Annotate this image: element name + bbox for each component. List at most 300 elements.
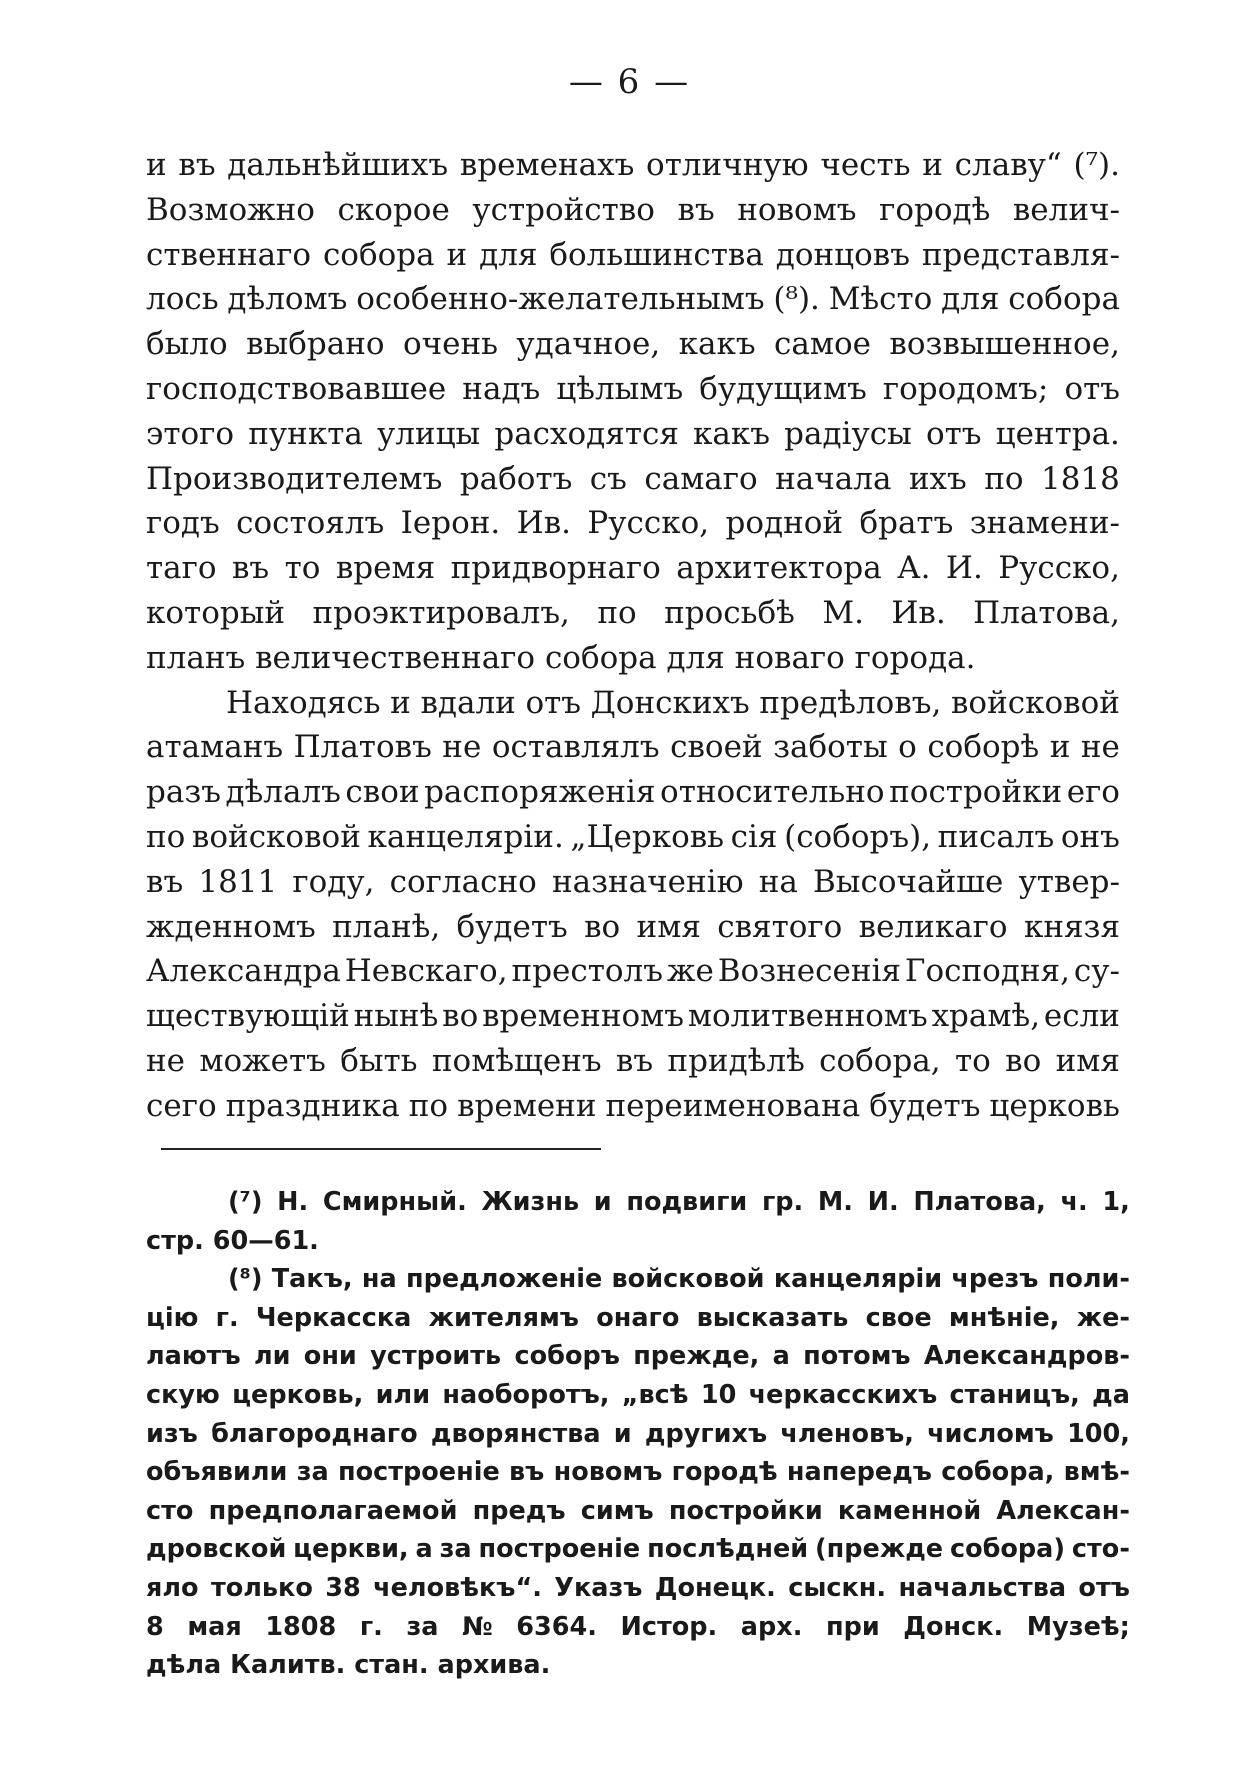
footnote-line: дѣла Калитв. стан. архива. bbox=[146, 1650, 551, 1681]
word: И. bbox=[945, 550, 983, 587]
word: будущимъ bbox=[699, 370, 867, 407]
word: будетъ bbox=[456, 908, 568, 945]
word: же bbox=[666, 953, 714, 990]
word: Ив. bbox=[516, 505, 571, 542]
word: (⁸) bbox=[228, 1264, 263, 1295]
word: сыскн. bbox=[788, 1572, 887, 1603]
word: сія bbox=[730, 818, 778, 855]
text-line bbox=[146, 546, 1120, 591]
word: г. bbox=[359, 1611, 383, 1642]
word: времени bbox=[457, 1087, 597, 1124]
word: су- bbox=[1073, 953, 1120, 990]
word: членовъ, bbox=[780, 1418, 914, 1449]
word: быть bbox=[340, 1042, 418, 1079]
word: ихъ bbox=[908, 460, 967, 497]
word: свое bbox=[865, 1302, 932, 1333]
word: лось bbox=[146, 281, 219, 318]
word: своей bbox=[670, 729, 763, 766]
word: не bbox=[442, 729, 482, 766]
word: прежде, bbox=[633, 1341, 760, 1372]
word: заботы bbox=[773, 729, 888, 766]
word: центра. bbox=[995, 415, 1120, 452]
word: имя bbox=[1055, 1042, 1120, 1079]
word: особенно-желательнымъ bbox=[356, 281, 765, 318]
page-number: — 6 — bbox=[568, 62, 691, 102]
word: за bbox=[296, 1457, 329, 1488]
word: Смирный. bbox=[322, 1187, 467, 1217]
word: отъ bbox=[1078, 1572, 1130, 1603]
word: помѣщенъ bbox=[431, 1042, 602, 1079]
word: Александров- bbox=[923, 1341, 1130, 1372]
footnote-line bbox=[146, 1492, 1130, 1531]
word: Невскаго, bbox=[344, 953, 508, 990]
word: для bbox=[941, 281, 1000, 318]
word: и bbox=[1049, 729, 1071, 766]
word: соборъ bbox=[514, 1341, 620, 1372]
word: онаго bbox=[596, 1302, 680, 1333]
word: знамени- bbox=[969, 505, 1120, 542]
word: Русско, bbox=[998, 550, 1120, 587]
word: храмѣ, bbox=[931, 998, 1041, 1035]
word: планѣ, bbox=[332, 908, 441, 945]
word: потомъ bbox=[803, 1341, 911, 1372]
word: на bbox=[361, 1264, 397, 1295]
word: придѣлѣ bbox=[667, 1042, 805, 1079]
word: начальства bbox=[898, 1572, 1067, 1603]
word: отъ bbox=[925, 415, 982, 452]
word: Истор. bbox=[620, 1611, 718, 1642]
footnote-line bbox=[146, 1453, 1130, 1492]
word: постройки bbox=[889, 774, 1063, 811]
text-line bbox=[146, 367, 1120, 412]
footnote-line bbox=[146, 1608, 1130, 1647]
word: въ bbox=[509, 1457, 545, 1488]
word: и bbox=[146, 147, 167, 183]
word: только bbox=[210, 1572, 313, 1603]
word: соборѣ bbox=[927, 729, 1040, 766]
word: а bbox=[415, 1534, 433, 1565]
word: Платовъ bbox=[293, 729, 432, 766]
word: работъ bbox=[459, 460, 573, 497]
word: ществующій bbox=[146, 998, 350, 1035]
word: какъ bbox=[693, 415, 771, 452]
word: сего bbox=[146, 1087, 217, 1124]
footnote-line bbox=[146, 1569, 1130, 1608]
word: войсковой bbox=[950, 684, 1120, 721]
word: на bbox=[758, 863, 798, 900]
word: Платова, bbox=[913, 1187, 1046, 1217]
word: или bbox=[375, 1379, 431, 1410]
word: вмѣ- bbox=[1063, 1457, 1130, 1488]
word: дѣломъ bbox=[227, 281, 348, 318]
word: въ bbox=[178, 147, 216, 183]
footnote-line bbox=[146, 1260, 1130, 1299]
word: вдали bbox=[420, 684, 516, 721]
word: дальнѣйшихъ bbox=[227, 147, 449, 183]
word: донцовъ bbox=[775, 236, 910, 273]
footnote-line bbox=[146, 1183, 1130, 1222]
word: построеніе bbox=[337, 1457, 500, 1488]
word: Платова, bbox=[973, 594, 1120, 631]
word: пункта bbox=[248, 415, 363, 452]
word: 1811 bbox=[198, 863, 278, 900]
word: цѣлымъ bbox=[556, 370, 684, 407]
footnote-line bbox=[146, 1415, 1130, 1454]
word: канцеляріи bbox=[773, 1264, 943, 1295]
text-line bbox=[146, 591, 1120, 636]
word: Русско, bbox=[587, 505, 710, 542]
word: славу“ bbox=[954, 147, 1062, 183]
word: собора) bbox=[949, 1534, 1066, 1565]
word: Указъ bbox=[554, 1572, 643, 1603]
word: а bbox=[772, 1341, 790, 1372]
word: можетъ bbox=[199, 1042, 326, 1079]
word: велич- bbox=[1012, 191, 1120, 228]
text-line bbox=[146, 905, 1120, 950]
word: временахъ bbox=[459, 147, 635, 183]
word: же- bbox=[1076, 1302, 1130, 1333]
word: временномъ bbox=[482, 998, 685, 1035]
footnote-divider bbox=[161, 1148, 601, 1150]
word: оставлялъ bbox=[491, 729, 660, 766]
word: лаютъ bbox=[146, 1341, 241, 1372]
word: (⁷). bbox=[1073, 147, 1120, 183]
word: „всѣ bbox=[621, 1379, 689, 1410]
word: и bbox=[390, 684, 411, 721]
word: родной bbox=[725, 505, 844, 542]
word: праздника bbox=[225, 1087, 400, 1124]
word: годъ bbox=[146, 505, 220, 542]
word: Черкасска bbox=[255, 1302, 412, 1333]
word: предложеніе bbox=[405, 1264, 603, 1295]
word: поли- bbox=[1047, 1264, 1130, 1295]
word: собора, bbox=[941, 1457, 1055, 1488]
word: Такъ, bbox=[271, 1264, 353, 1295]
word: Жизнь bbox=[481, 1187, 580, 1217]
word: начала bbox=[775, 460, 892, 497]
word: дровской bbox=[146, 1534, 287, 1565]
word: каменной bbox=[837, 1495, 982, 1526]
footnote-line bbox=[146, 1530, 1130, 1569]
word: они bbox=[303, 1341, 357, 1372]
word: и bbox=[593, 1187, 612, 1217]
text-line bbox=[146, 681, 1120, 726]
word: предполагаемой bbox=[208, 1495, 458, 1526]
word: войсковой bbox=[611, 1264, 765, 1295]
word: 100, bbox=[1067, 1418, 1130, 1449]
word: святого bbox=[717, 908, 843, 945]
word: будетъ bbox=[869, 1087, 981, 1124]
word: Н. bbox=[277, 1187, 309, 1217]
text-line bbox=[146, 457, 1120, 502]
word: Донецк. bbox=[654, 1572, 776, 1603]
word: надъ bbox=[462, 370, 541, 407]
word: сто bbox=[146, 1495, 194, 1526]
text-line bbox=[146, 501, 1120, 546]
word: не bbox=[1080, 729, 1120, 766]
word: церкви, bbox=[293, 1534, 409, 1565]
word: А. bbox=[897, 550, 931, 587]
word: новомъ bbox=[737, 191, 857, 228]
word: церковь, bbox=[232, 1379, 364, 1410]
word: выбрано bbox=[246, 326, 385, 363]
word: скорое bbox=[337, 191, 450, 228]
word: Мѣсто bbox=[828, 281, 933, 318]
word: распоряженія bbox=[424, 774, 656, 811]
word: напередъ bbox=[786, 1457, 932, 1488]
word: устроить bbox=[370, 1341, 502, 1372]
text-line bbox=[146, 233, 1120, 278]
word: согласно bbox=[389, 863, 537, 900]
word: время bbox=[335, 550, 436, 587]
word: М. bbox=[822, 594, 864, 631]
word: яло bbox=[146, 1572, 199, 1603]
text-line bbox=[146, 949, 1120, 994]
word: № bbox=[462, 1611, 493, 1642]
word: канцеляріи. bbox=[367, 818, 564, 855]
word: человѣкъ“. bbox=[373, 1572, 542, 1603]
word: Находясь bbox=[226, 684, 381, 721]
word: Вознесенія bbox=[717, 953, 901, 990]
word: въ bbox=[615, 1042, 654, 1079]
word: самое bbox=[774, 326, 872, 363]
word: Александра bbox=[146, 953, 341, 990]
word: большинства bbox=[549, 236, 764, 273]
word: жденномъ bbox=[146, 908, 316, 945]
word: о bbox=[898, 729, 917, 766]
word: по bbox=[597, 594, 637, 631]
text-line bbox=[146, 1039, 1120, 1084]
word: архитектора bbox=[676, 550, 882, 587]
word: честь bbox=[820, 147, 911, 183]
word: нынѣ bbox=[353, 998, 439, 1035]
word: чрезъ bbox=[951, 1264, 1039, 1295]
word: то bbox=[284, 550, 321, 587]
word: 8 bbox=[146, 1611, 164, 1642]
word: симъ bbox=[580, 1495, 654, 1526]
word: имя bbox=[636, 908, 701, 945]
text-line bbox=[146, 277, 1120, 322]
word: Высочайше bbox=[813, 863, 1004, 900]
word: свои bbox=[345, 774, 420, 811]
word: объявили bbox=[146, 1457, 288, 1488]
word: не bbox=[146, 1042, 186, 1079]
word: Донск. bbox=[903, 1611, 1004, 1642]
word: подвиги bbox=[626, 1187, 748, 1217]
word: братъ bbox=[859, 505, 954, 542]
word: Производителемъ bbox=[146, 460, 443, 497]
word: атаманъ bbox=[146, 729, 284, 766]
word: предъ bbox=[472, 1495, 566, 1526]
text-line bbox=[146, 412, 1120, 457]
word: сто- bbox=[1071, 1534, 1130, 1565]
word: проэктировалъ, bbox=[312, 594, 570, 631]
word: относительно bbox=[660, 774, 885, 811]
word: устройство bbox=[472, 191, 655, 228]
word: мая bbox=[187, 1611, 242, 1642]
word: который bbox=[146, 594, 286, 631]
word: расходятся bbox=[494, 415, 679, 452]
word: господствовавшее bbox=[146, 370, 447, 407]
word: благороднаго bbox=[211, 1418, 418, 1449]
word: М. bbox=[817, 1187, 853, 1217]
word: постройки bbox=[668, 1495, 823, 1526]
text-line bbox=[146, 860, 1120, 905]
word: улицы bbox=[376, 415, 481, 452]
word: и bbox=[446, 236, 468, 273]
word: назначенію bbox=[551, 863, 744, 900]
word: придворнаго bbox=[450, 550, 661, 587]
word: престолъ bbox=[511, 953, 663, 990]
word: возвышенное, bbox=[889, 326, 1120, 363]
footnote-line: стр. 60—61. bbox=[146, 1225, 319, 1256]
word: 38 bbox=[325, 1572, 361, 1603]
word: станицъ, bbox=[949, 1379, 1080, 1410]
word: князя bbox=[1023, 908, 1120, 945]
text-line bbox=[146, 725, 1120, 770]
word: состоялъ bbox=[236, 505, 385, 542]
word: скую bbox=[146, 1379, 220, 1410]
word: во bbox=[584, 908, 621, 945]
word: Музеѣ; bbox=[1026, 1611, 1130, 1642]
word: Іерон. bbox=[400, 505, 501, 542]
word: самаго bbox=[644, 460, 758, 497]
word: войсковой bbox=[191, 818, 361, 855]
text-line: планъ величественнаго собора для новаго города. bbox=[146, 639, 976, 676]
word: въ bbox=[677, 191, 715, 228]
word: было bbox=[146, 326, 228, 363]
word: то bbox=[954, 1042, 991, 1079]
footnote-line bbox=[146, 1299, 1130, 1338]
word: писалъ bbox=[937, 818, 1055, 855]
word: 1818 bbox=[1041, 460, 1120, 497]
word: 6364. bbox=[516, 1611, 597, 1642]
word: съ bbox=[589, 460, 627, 497]
text-line bbox=[146, 188, 1120, 233]
word: въ bbox=[146, 863, 184, 900]
text-line bbox=[146, 815, 1120, 860]
word: онъ bbox=[1060, 818, 1120, 855]
word: арх. bbox=[740, 1611, 803, 1642]
word: собора bbox=[322, 236, 435, 273]
word: городомъ; bbox=[882, 370, 1049, 407]
word: Алексан- bbox=[996, 1495, 1130, 1526]
word: удачное, bbox=[516, 326, 661, 363]
word: ли bbox=[253, 1341, 291, 1372]
word: отличную bbox=[646, 147, 809, 183]
word: городѣ bbox=[671, 1457, 778, 1488]
text-line bbox=[146, 143, 1120, 188]
word: (прежде bbox=[815, 1534, 944, 1565]
word: мнѣніе, bbox=[948, 1302, 1060, 1333]
word: дѣлалъ bbox=[225, 774, 341, 811]
word: ч. bbox=[1060, 1187, 1088, 1217]
word: церковь bbox=[989, 1087, 1120, 1124]
word: другихъ bbox=[644, 1418, 768, 1449]
word: за bbox=[439, 1534, 472, 1565]
word: дворянства bbox=[430, 1418, 601, 1449]
word: черкасскихъ bbox=[748, 1379, 938, 1410]
word: просьбѣ bbox=[664, 594, 795, 631]
word: за bbox=[406, 1611, 439, 1642]
footnotes bbox=[146, 1183, 1130, 1685]
word: наоборотъ, bbox=[442, 1379, 610, 1410]
word: утвер- bbox=[1018, 863, 1120, 900]
text-line bbox=[146, 770, 1120, 815]
word: молитвенномъ bbox=[687, 998, 928, 1035]
word: великаго bbox=[858, 908, 1008, 945]
word: „Церковь bbox=[570, 818, 725, 855]
word: изъ bbox=[146, 1418, 198, 1449]
word: Ив. bbox=[891, 594, 946, 631]
footnote-line bbox=[146, 1337, 1130, 1376]
word: по bbox=[408, 1087, 449, 1124]
word: и bbox=[922, 147, 943, 183]
word: гр. bbox=[761, 1187, 804, 1217]
text-line bbox=[146, 322, 1120, 367]
word: (соборъ), bbox=[784, 818, 932, 855]
word: его bbox=[1066, 774, 1120, 811]
word: въ bbox=[231, 550, 270, 587]
word: разъ bbox=[146, 774, 221, 811]
word: г. bbox=[215, 1302, 239, 1333]
text-line bbox=[146, 1084, 1120, 1129]
word: очень bbox=[402, 326, 499, 363]
word: во bbox=[1005, 1042, 1042, 1079]
word: да bbox=[1092, 1379, 1130, 1410]
word: таго bbox=[146, 550, 217, 587]
word: послѣдней bbox=[647, 1534, 809, 1565]
word: какъ bbox=[678, 326, 756, 363]
text-line bbox=[146, 994, 1120, 1039]
word: для bbox=[479, 236, 538, 273]
word: собора bbox=[1008, 281, 1120, 318]
word: и bbox=[613, 1418, 632, 1449]
footnote-line bbox=[146, 1376, 1130, 1415]
word: если bbox=[1043, 998, 1120, 1035]
word: 1808 bbox=[265, 1611, 337, 1642]
word: году, bbox=[292, 863, 375, 900]
word: отъ bbox=[1064, 370, 1120, 407]
word: Возможно bbox=[146, 191, 315, 228]
word: представля- bbox=[921, 236, 1120, 273]
word: городѣ bbox=[879, 191, 991, 228]
word: И. bbox=[867, 1187, 899, 1217]
word: (⁸). bbox=[773, 281, 820, 318]
word: переименована bbox=[605, 1087, 861, 1124]
word: по bbox=[984, 460, 1024, 497]
word: Господня, bbox=[904, 953, 1070, 990]
word: 1, bbox=[1102, 1187, 1130, 1217]
main-text bbox=[146, 143, 1120, 1129]
word: (⁷) bbox=[228, 1187, 263, 1217]
word: построеніе bbox=[478, 1534, 641, 1565]
word: собора, bbox=[819, 1042, 941, 1079]
word: 10 bbox=[700, 1379, 737, 1410]
word: числомъ bbox=[927, 1418, 1054, 1449]
word: новомъ bbox=[553, 1457, 663, 1488]
word: во bbox=[442, 998, 479, 1035]
word: этого bbox=[146, 415, 235, 452]
word: отъ bbox=[525, 684, 581, 721]
word: при bbox=[825, 1611, 880, 1642]
word: высказать bbox=[696, 1302, 849, 1333]
word: жителямъ bbox=[428, 1302, 579, 1333]
word: по bbox=[146, 818, 186, 855]
word: ственнаго bbox=[146, 236, 312, 273]
word: предѣловъ, bbox=[759, 684, 942, 721]
word: радіусы bbox=[784, 415, 912, 452]
